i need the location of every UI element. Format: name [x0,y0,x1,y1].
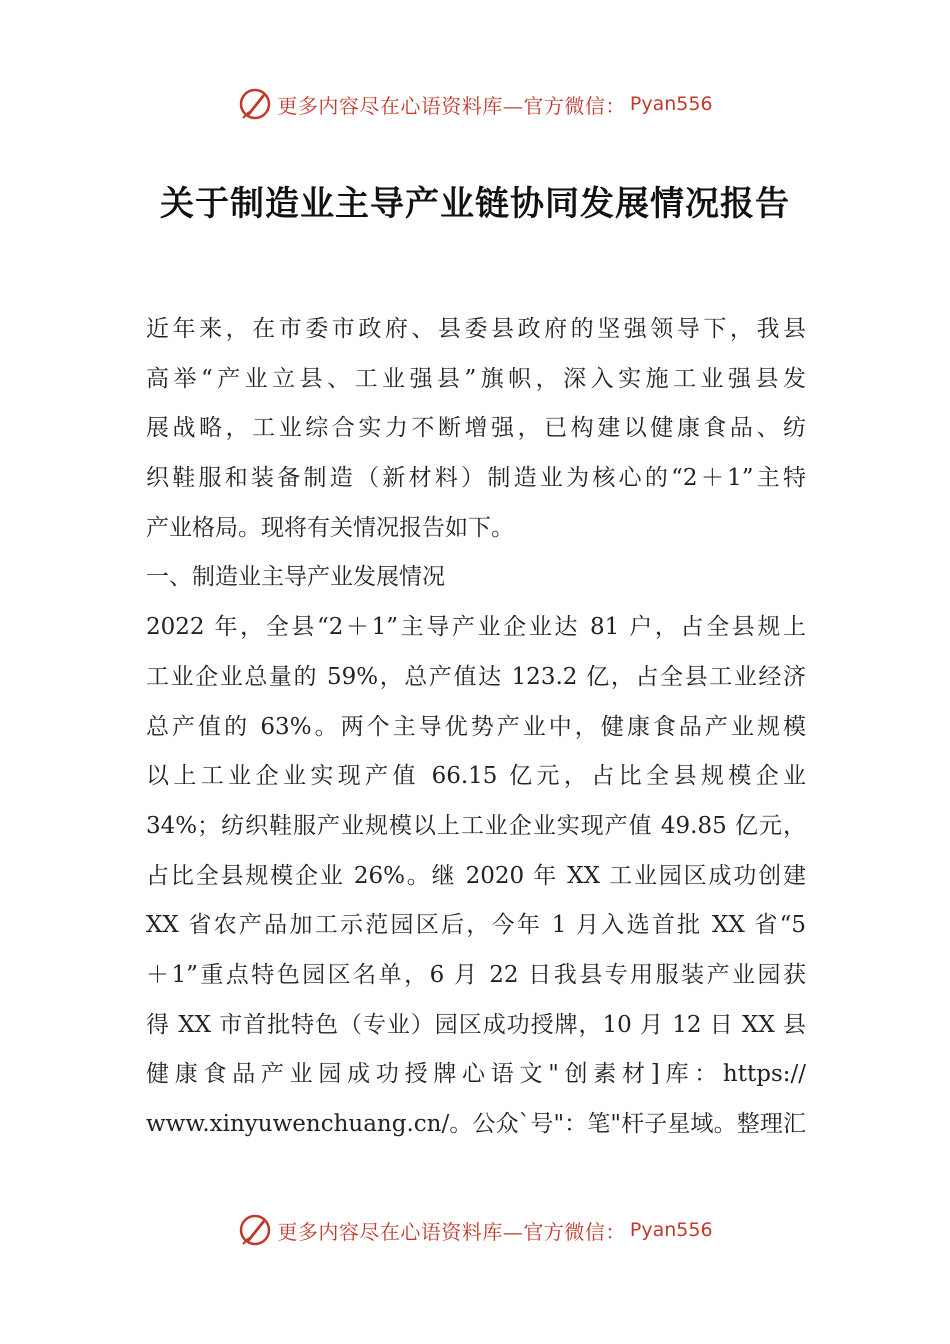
footer-watermark-banner [0,1210,950,1250]
body-line: 展战略，工业综合实力不断增强，已构建以健康食品、纺 [146,415,806,442]
banner-text: 更多内容尽在心语资料库—官方微信： [277,93,626,118]
body-line: 总产值的 63%。两个主导优势产业中，健康食品产业规模 [146,713,806,740]
header-watermark-banner [0,84,950,124]
body-line: 产业格局。现将有关情况报告如下。 [146,514,514,541]
body-line: 得 XX 市首批特色（专业）园区成功授牌，10 月 12 日 XX 县 [146,1011,806,1038]
body-line: 高举“产业立县、工业强县”旗帜，深入实施工业强县发 [146,365,806,392]
banner-text: 更多内容尽在心语资料库—官方微信： [277,1219,626,1244]
quill-logo-icon [237,86,273,122]
document-body [146,305,806,1150]
body-line: 近年来，在市委市政府、县委县政府的坚强领导下，我县 [146,316,806,342]
body-line: 2022 年，全县“2＋1”主导产业企业达 81 户，占全县规上 [146,614,806,641]
document-title: 关于制造业主导产业链协同发展情况报告 [160,184,790,224]
body-line: 以上工业企业实现产值 66.15 亿元，占比全县规模企业 [146,763,806,790]
banner-wechat-id: Pyan556 [629,1219,713,1241]
body-line: 工业企业总量的 59%，总产值达 123.2 亿，占全县工业经济 [146,663,806,690]
body-line: www.xinyuwenchuang.cn/。公众`号"：笔"杆子星域。整理汇 [146,1111,806,1137]
section-heading: 一、制造业主导产业发展情况 [146,564,445,591]
banner-wechat-id: Pyan556 [629,93,713,115]
body-line: 34%；纺织鞋服产业规模以上工业企业实现产值 49.85 亿元， [146,812,806,839]
body-line: XX 省农产品加工示范园区后，今年 1 月入选首批 XX 省“5 [146,912,806,939]
body-line: 健康食品产业园成功授牌心语文"创素材]库：https:// [146,1061,806,1088]
body-line: ＋1”重点特色园区名单，6 月 22 日我县专用服装产业园获 [146,961,806,988]
body-line: 占比全县规模企业 26%。继 2020 年 XX 工业园区成功创建 [146,862,806,889]
body-line: 织鞋服和装备制造（新材料）制造业为核心的“2＋1”主特 [146,465,806,492]
quill-logo-icon [237,1212,273,1248]
